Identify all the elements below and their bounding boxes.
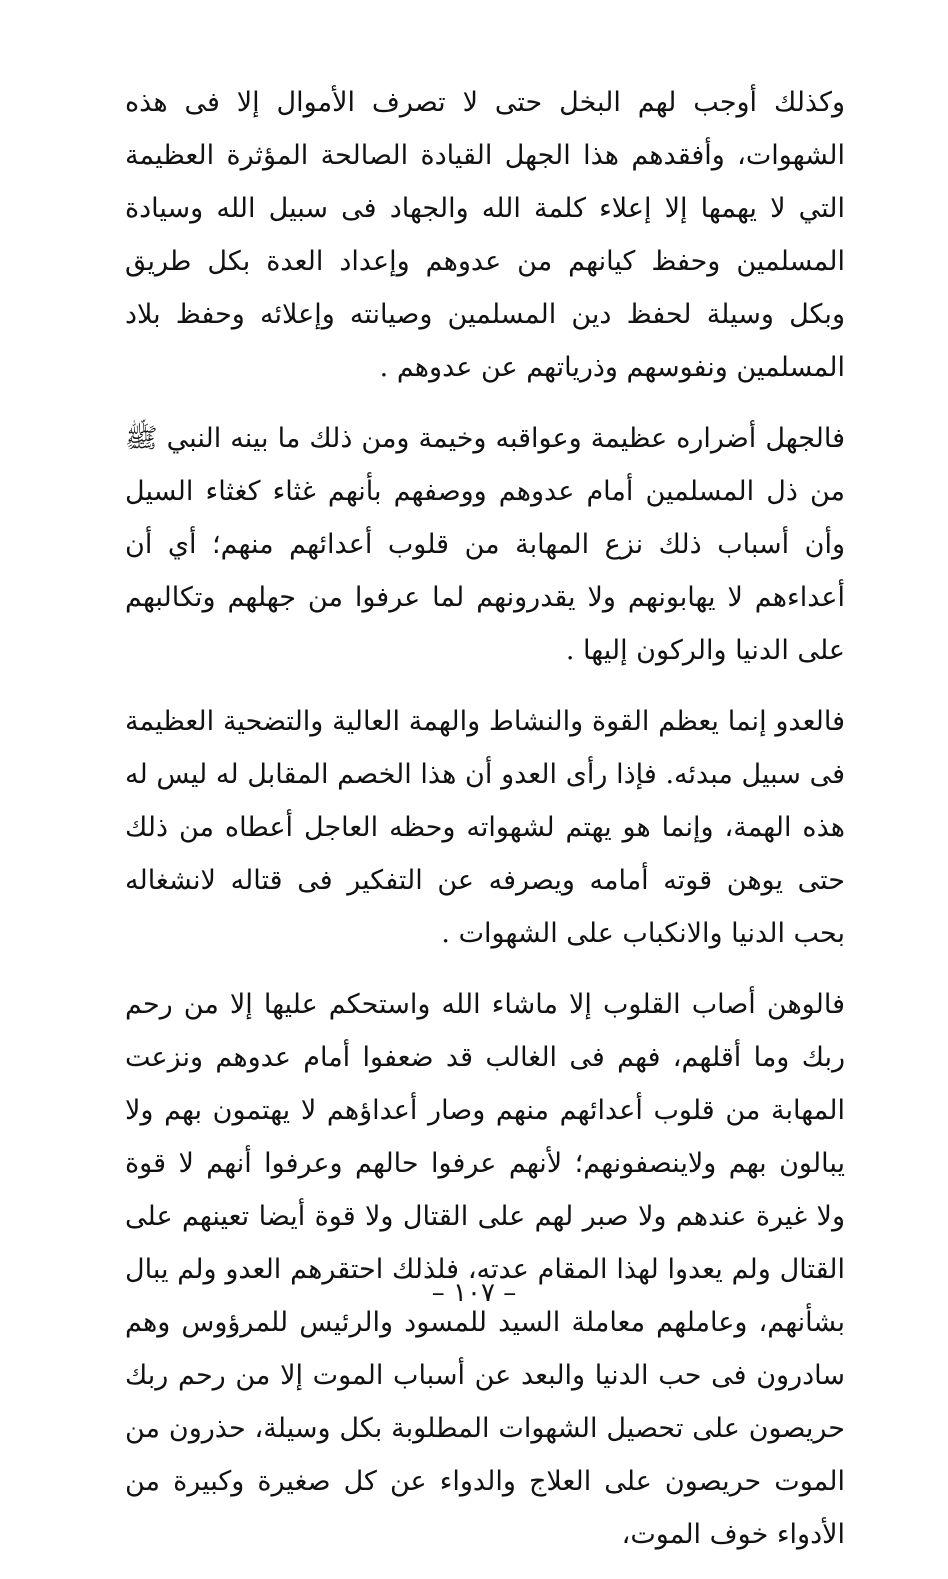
body-text — [125, 76, 845, 1579]
paragraph-4: فالوهن أصاب القلوب إلا ماشاء الله واستحكم عليها إلا من رحم ربك وما أقلهم، فهم فى الغالب قد ضعفوا أمام عدوهم ونزعت المهابة من قلوب أعدائهم منهم وصار أعداؤهم لا يهتمون بهم ولا يبالون بهم ولاينصفونهم؛ لأنهم عرفوا حالهم وعرفوا أنهم لا قوة ولا غيرة عندهم ولا صبر لهم على القتال ولا قوة أيضا تعينهم على القتال ولم يعدوا لهذا المقام عدته، فلذلك احتقرهم العدو ولم يبال بشأنهم، وعاملهم معاملة السيد للمسود والرئيس للمرؤوس وهم سادرون فى حب الدنيا والبعد عن أسباب الموت إلا من رحم ربك حريصون على تحصيل الشهوات المطلوبة بكل وسيلة، حذرون من الموت حريصون على العلاج والدواء عن كل صغيرة وكبيرة من الأدواء خوف الموت، — [125, 989, 845, 1550]
page-number: – ١٠٧ – — [431, 1278, 517, 1308]
paragraph-2: فالجهل أضراره عظيمة وعواقبه وخيمة ومن ذلك ما بينه النبي ﷺ من ذل المسلمين أمام عدوهم ووصفهم بأنهم غثاء كغثاء السيل وأن أسباب ذلك نزع المهابة من قلوب أعدائهم منهم؛ أي أن أعداءهم لا يهابونهم ولا يقدرونهم لما عرفوا من جهلهم وتكالبهم على الدنيا والركون إليها . — [125, 423, 845, 666]
paragraph-1: وكذلك أوجب لهم البخل حتى لا تصرف الأموال إلا فى هذه الشهوات، وأفقدهم هذا الجهل القيادة الصالحة المؤثرة العظيمة التي لا يهمها إلا إعلاء كلمة الله والجهاد فى سبيل الله وسيادة المسلمين وحفظ كيانهم من عدوهم وإعداد العدة بكل طريق وبكل وسيلة لحفظ دين المسلمين وصيانته وإعلائه وحفظ بلاد المسلمين ونفوسهم وذرياتهم عن عدوهم . — [125, 87, 845, 383]
paragraph-3: فالعدو إنما يعظم القوة والنشاط والهمة العالية والتضحية العظيمة فى سبيل مبدئه. فإذا رأى العدو أن هذا الخصم المقابل له ليس له هذه الهمة، وإنما هو يهتم لشهواته وحظه العاجل أعطاه من ذلك حتى يوهن قوته أمامه ويصرفه عن التفكير فى قتاله لانشغاله بحب الدنيا والانكباب على الشهوات . — [125, 706, 845, 949]
